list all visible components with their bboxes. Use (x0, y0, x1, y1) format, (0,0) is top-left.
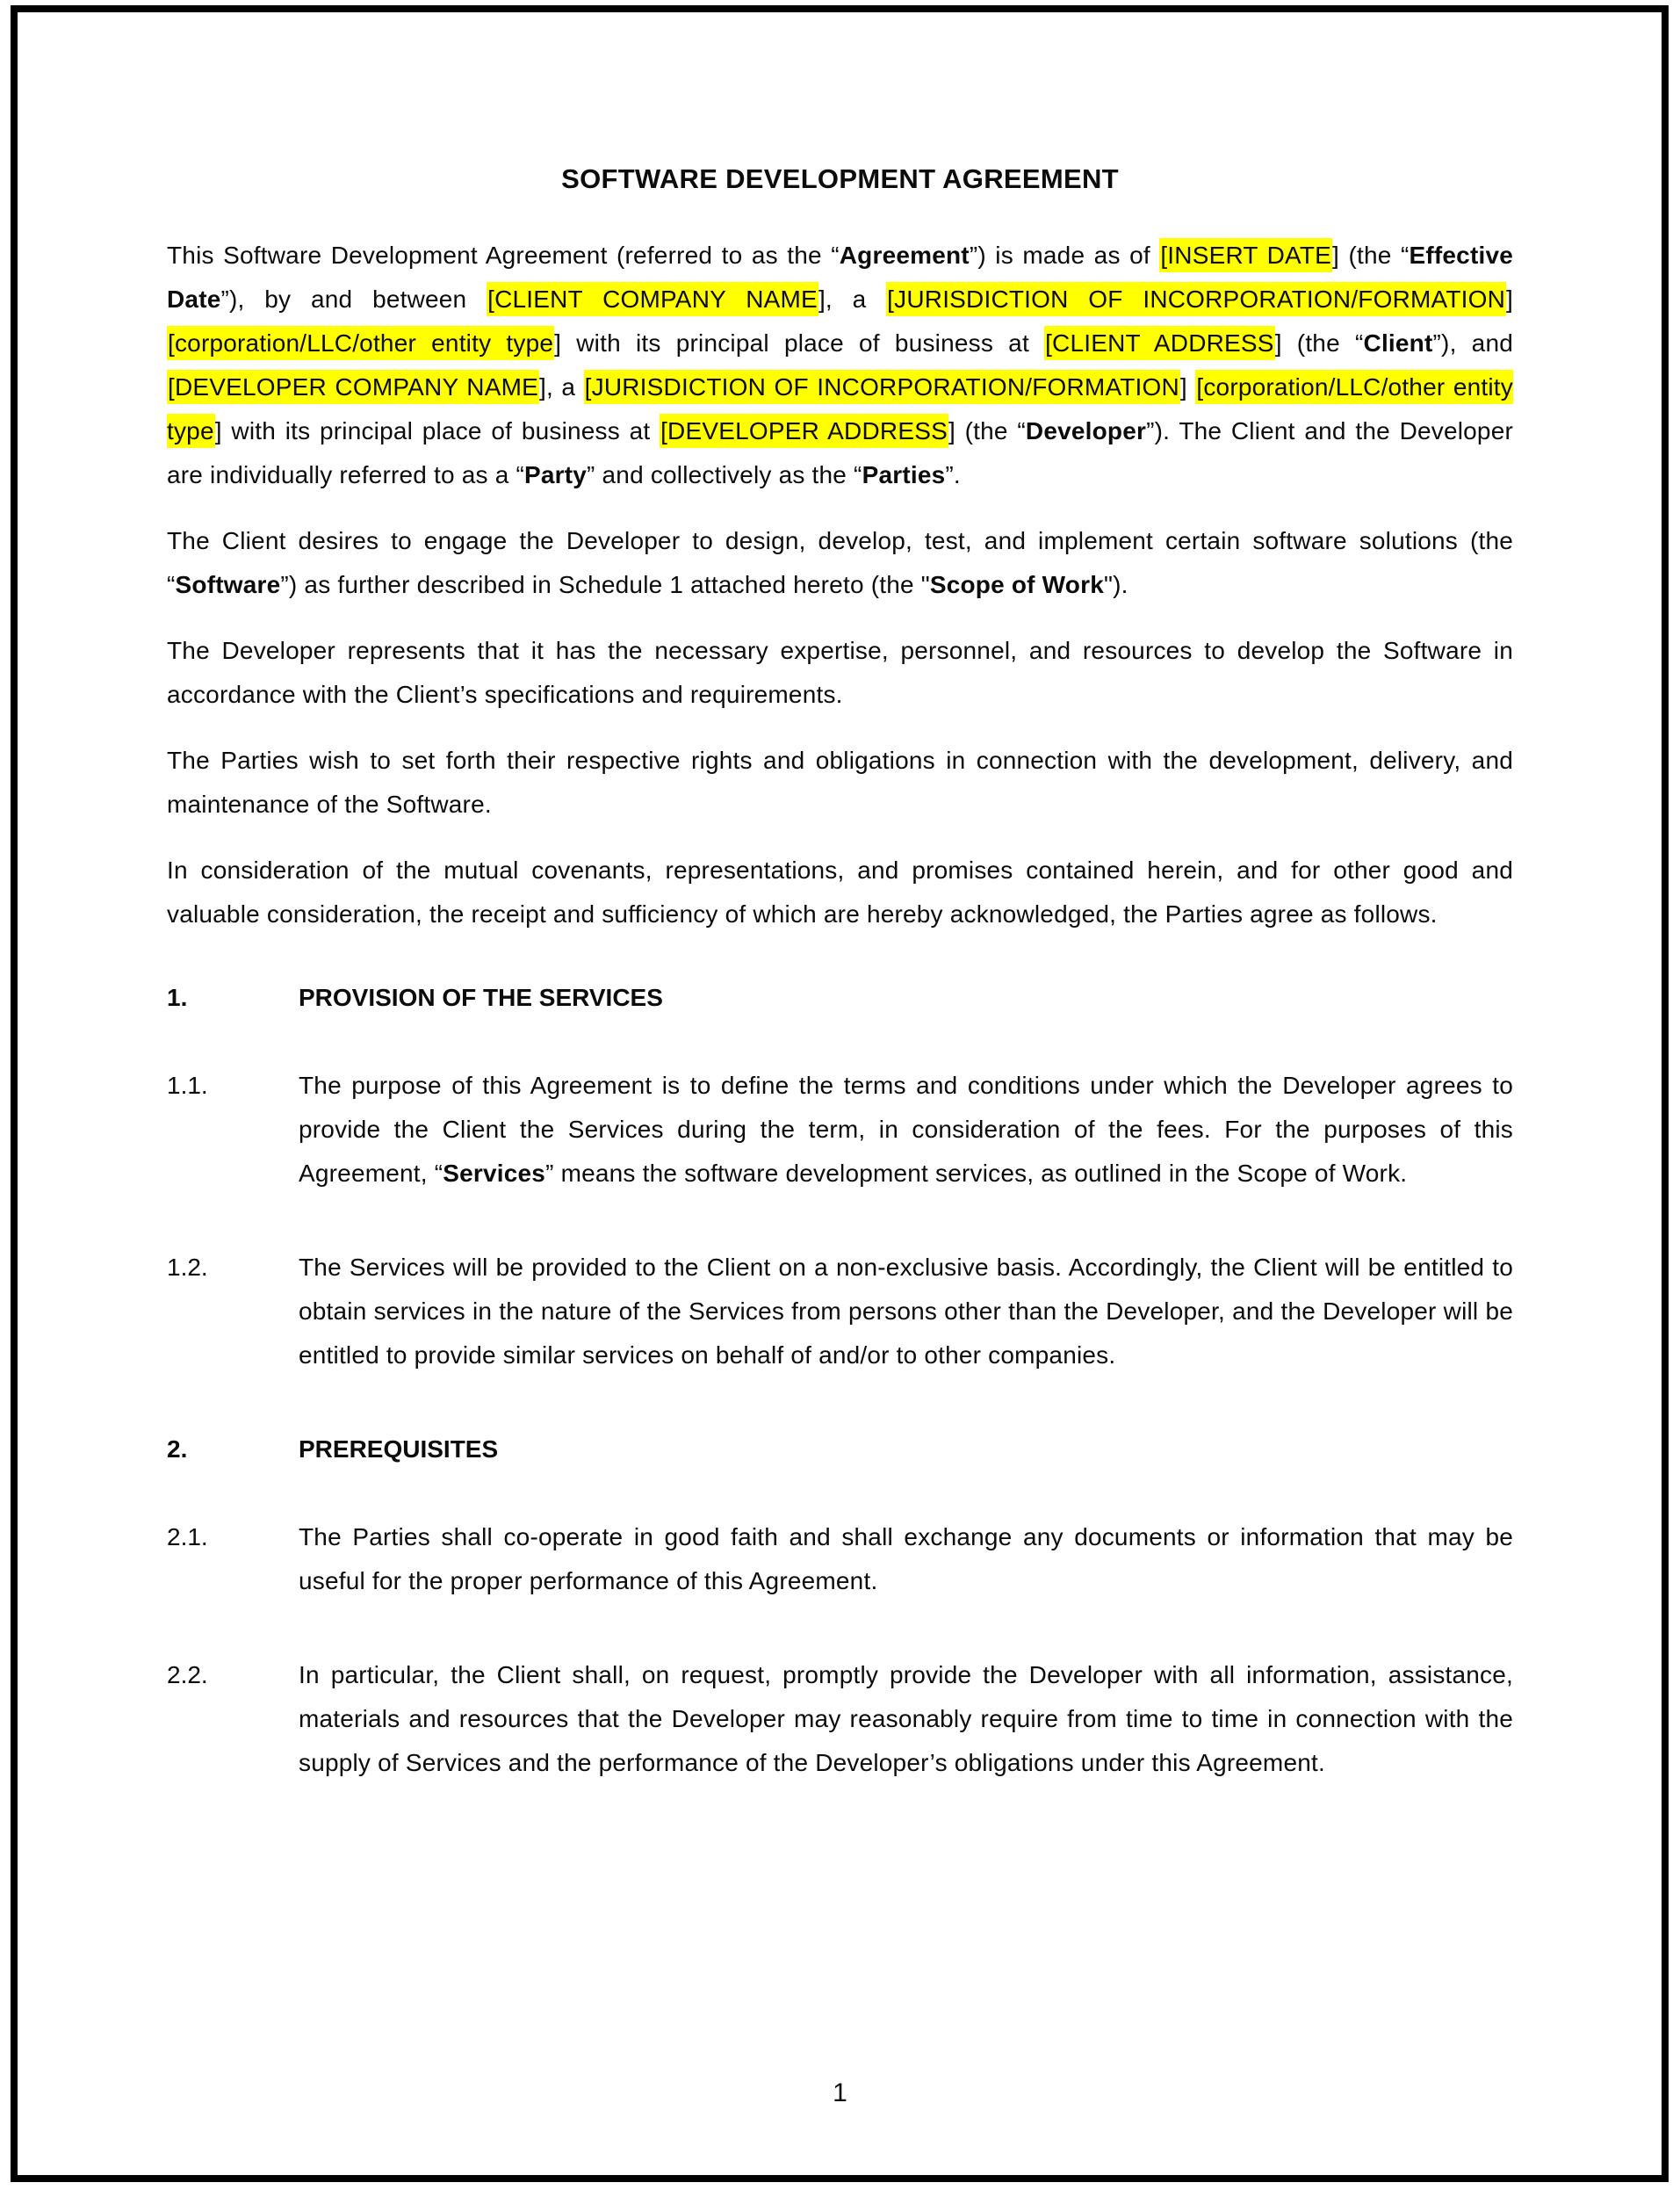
text-run: "). (1103, 571, 1128, 598)
text-run: The Services will be provided to the Client on a non-exclusive basis. Accordingly, the Client will be entitled to obtain services in the nature of the Services from persons other than the Developer, and the Developer will be entitled to provide similar services on behalf of and/or to other companies. (299, 1254, 1513, 1369)
text-run: ] (1506, 285, 1513, 313)
text-run: ], a (538, 373, 584, 401)
clause-2-2-row (167, 1653, 1513, 1785)
text-run: The Parties wish to set forth their respective rights and obligations in connection with the development, delivery, and maintenance of the Software. (167, 747, 1513, 818)
text-run: In particular, the Client shall, on request, promptly provide the Developer with all information, assistance, materials and resources that the Developer may reasonably require from time to time in connection with the supply of Services and the performance of the Developer’s obligations under this Agreement. (299, 1661, 1513, 1776)
clause-1-1-text (299, 1064, 1513, 1196)
section-1-heading-row (167, 976, 1513, 1020)
clause-2-2-text (299, 1653, 1513, 1785)
preamble-paragraph-5 (167, 849, 1513, 936)
section-2-heading-row (167, 1427, 1513, 1471)
text-run: The Client desires to engage the Developer to design, develop, test, and implement certain software solutions (the “ (167, 527, 1513, 598)
section-1-heading: PROVISION OF THE SERVICES (299, 984, 663, 1011)
text-run: [DEVELOPER COMPANY NAME (167, 370, 539, 404)
text-run: ] (1179, 373, 1196, 401)
text-run: ”), and (1432, 329, 1514, 357)
text-run: [CLIENT COMPANY NAME (487, 282, 818, 316)
text-run: Developer (1025, 417, 1147, 444)
clause-1-1-number: 1.1. (167, 1072, 208, 1099)
text-run: Effective Date (167, 242, 1514, 313)
text-run: [DEVELOPER ADDRESS (660, 414, 948, 448)
clause-1-1-row (167, 1064, 1513, 1196)
clause-1-2-number: 1.2. (167, 1254, 208, 1281)
text-run: [JURISDICTION OF INCORPORATION/FORMATION (886, 282, 1506, 316)
section-1-number: 1. (167, 984, 188, 1011)
text-run: [corporation/LLC/other entity type (167, 326, 554, 360)
text-run: The Developer represents that it has the necessary expertise, personnel, and resources to develop the Software in accordance with the Client’s specifications and requirements. (167, 637, 1513, 708)
text-run: ”) as further described in Schedule 1 attached hereto (the " (280, 571, 930, 598)
clause-2-1-number: 2.1. (167, 1523, 208, 1550)
clause-2-1-row (167, 1515, 1513, 1603)
clause-2-2-number: 2.2. (167, 1661, 208, 1688)
clause-1-2-text (299, 1246, 1513, 1377)
text-run: Agreement (839, 242, 970, 269)
text-run: ] (the “ (1274, 329, 1364, 357)
preamble-paragraph-3 (167, 629, 1513, 717)
page-number: 1 (833, 2078, 847, 2107)
text-run: [JURISDICTION OF INCORPORATION/FORMATION (584, 370, 1180, 404)
text-run: Parties (862, 461, 946, 488)
text-run: ”. (945, 461, 961, 488)
text-run: This Software Development Agreement (referred to as the “ (167, 242, 840, 269)
text-run: ”). The Client and the Developer are individually referred to as a “ (167, 417, 1513, 488)
text-run: ] (the “ (1332, 242, 1410, 269)
clause-2-1-text (299, 1515, 1513, 1603)
document-title: SOFTWARE DEVELOPMENT AGREEMENT (561, 163, 1119, 194)
text-run: Services (443, 1160, 546, 1187)
text-run: [CLIENT ADDRESS (1044, 326, 1275, 360)
text-run: [corporation/LLC/other entity type (167, 370, 1513, 448)
text-run: ] (the “ (948, 417, 1026, 444)
section-2-number: 2. (167, 1435, 188, 1463)
text-run: ”), by and between (220, 285, 487, 313)
text-run: ], a (818, 285, 887, 313)
text-run: ”) is made as of (969, 242, 1160, 269)
text-run: In consideration of the mutual covenants, representations, and promises contained herein, and for other good and valuable consideration, the receipt and sufficiency of which are hereby acknowledged, the Parties agree as follows. (167, 856, 1513, 928)
text-run: ” and collectively as the “ (587, 461, 862, 488)
preamble-paragraph-4 (167, 739, 1513, 827)
text-run: Client (1363, 329, 1433, 357)
text-run: ] with its principal place of business at (554, 329, 1045, 357)
text-run: ] with its principal place of business at (214, 417, 660, 444)
text-run: [INSERT DATE (1159, 238, 1332, 272)
text-run: The Parties shall co-operate in good faith and shall exchange any documents or information that may be useful for the proper performance of this Agreement. (299, 1523, 1513, 1594)
text-run: ” means the software development services, as outlined in the Scope of Work. (545, 1160, 1408, 1187)
preamble-paragraph-1 (167, 234, 1513, 497)
text-run: Party (523, 461, 588, 488)
clause-1-2-row (167, 1246, 1513, 1377)
text-run: Software (175, 571, 281, 598)
text-run: The purpose of this Agreement is to define the terms and conditions under which the Developer agrees to provide the Client the Services during the term, in consideration of the fees. For the purposes of this Agreement, “ (299, 1072, 1513, 1187)
section-2-heading: PREREQUISITES (299, 1435, 499, 1463)
text-run: Scope of Work (929, 571, 1104, 598)
preamble-paragraph-2 (167, 519, 1513, 607)
document-content (167, 163, 1513, 1835)
